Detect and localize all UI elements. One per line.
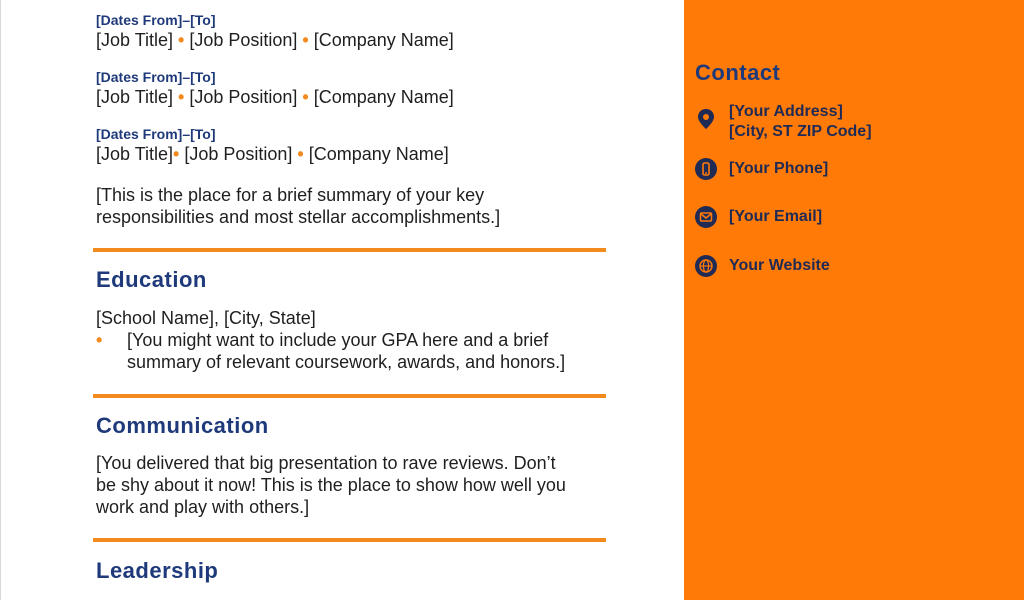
summary-line: [This is the place for a brief summary of your key: [96, 185, 485, 205]
job-title: [Job Title]: [96, 87, 174, 107]
contact-sidebar: [684, 0, 1024, 600]
communication-line: work and play with others.]: [96, 497, 310, 517]
contact-heading: Contact: [695, 60, 781, 85]
address-line: [Your Address]: [729, 103, 843, 120]
website-text: Your Website: [729, 257, 830, 274]
bullet-dot: •: [96, 330, 103, 350]
job-entry-3: [96, 126, 449, 165]
communication-line: be shy about it now! This is the place to show how well you: [96, 475, 566, 495]
bullet-line: summary of relevant coursework, awards, and honors.]: [127, 352, 566, 372]
school-name: [School Name], [City, State]: [96, 308, 316, 328]
company-name: [Company Name]: [308, 144, 449, 164]
location-pin-icon: [695, 108, 717, 130]
job-line: [96, 86, 454, 108]
phone-text: [Your Phone]: [729, 160, 829, 177]
job-entry-2: [96, 69, 454, 108]
separator-dot: •: [297, 30, 314, 50]
phone-icon: [695, 158, 717, 180]
job-dates: [Dates From]–[To]: [96, 126, 216, 142]
separator-dot: •: [297, 87, 314, 107]
job-dates: [Dates From]–[To]: [96, 69, 216, 85]
job-position: [Job Position]: [189, 87, 298, 107]
job-title: [Job Title]: [96, 30, 174, 50]
communication-text: [96, 452, 566, 518]
separator-dot: •: [292, 144, 309, 164]
globe-icon: [695, 255, 717, 277]
communication-line: [You delivered that big presentation to rave reviews. Don’t: [96, 453, 556, 473]
company-name: [Company Name]: [313, 87, 454, 107]
email-icon: [695, 206, 717, 228]
job-line: [96, 143, 449, 165]
separator-dot: •: [173, 30, 190, 50]
job-position: [Job Position]: [184, 144, 293, 164]
section-divider: [93, 538, 606, 542]
separator-dot: •: [173, 87, 190, 107]
email-text: [Your Email]: [729, 208, 823, 225]
bullet-line: [You might want to include your GPA here and a brief: [127, 330, 549, 350]
page-left-edge: [0, 0, 1, 600]
education-heading: Education: [96, 267, 207, 292]
address-text: [729, 102, 872, 142]
job-line: [96, 29, 454, 51]
education-bullet: [96, 329, 616, 373]
job-title: [Job Title]: [96, 144, 174, 164]
job-dates: [Dates From]–[To]: [96, 12, 216, 28]
job-entry-1: [96, 12, 454, 51]
separator-dot: •: [173, 144, 185, 164]
summary-line: responsibilities and most stellar accomplishments.]: [96, 207, 501, 227]
address-line: [City, ST ZIP Code]: [729, 123, 872, 140]
company-name: [Company Name]: [313, 30, 454, 50]
job-position: [Job Position]: [189, 30, 298, 50]
experience-summary: [96, 184, 500, 228]
communication-heading: Communication: [96, 413, 269, 438]
section-divider: [93, 394, 606, 398]
bullet-text: [127, 329, 607, 373]
leadership-heading: Leadership: [96, 558, 219, 583]
section-divider: [93, 248, 606, 252]
